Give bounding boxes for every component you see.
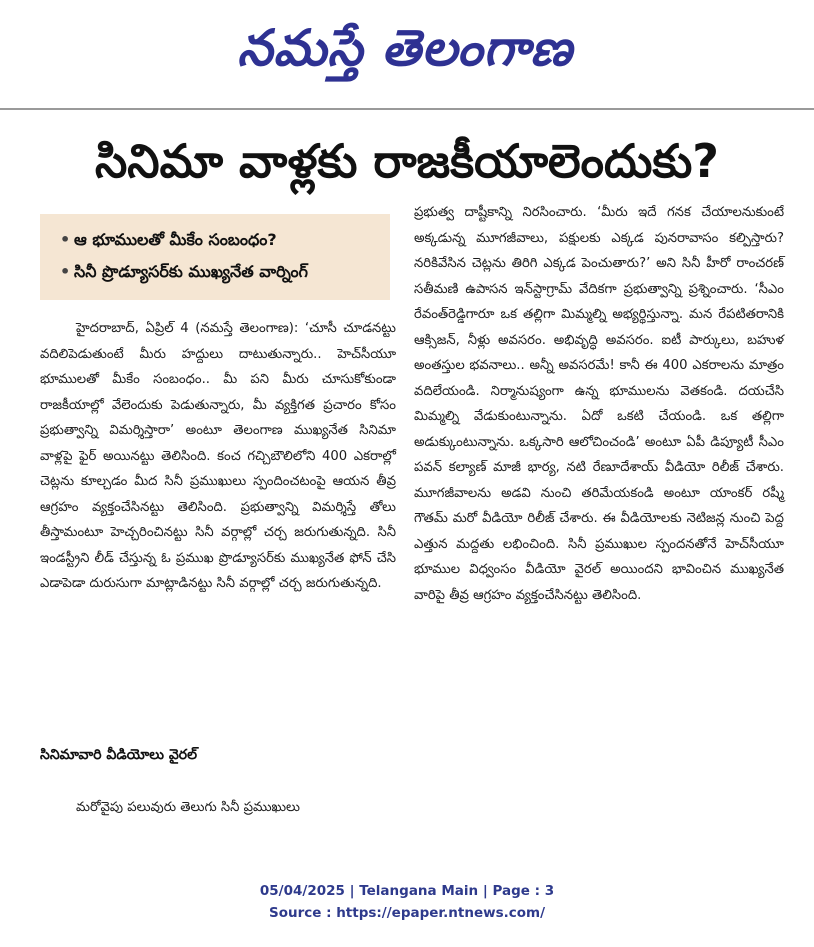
masthead-divider	[0, 108, 814, 110]
article-paragraph: మరోవైపు పలువురు తెలుగు సినీ ప్రముఖులు	[76, 800, 300, 816]
bullet-icon: •	[60, 262, 71, 281]
footer-date-page: 05/04/2025 | Telangana Main | Page : 3	[259, 883, 555, 899]
article-paragraph: హైదరాబాద్, ఏప్రిల్ 4 (నమస్తే తెలంగాణ): ‘చూసీ చూడనట్టు వదిలిపెడుతుంటే మీరు హద్దులు దాటుతున్నారు.. హెచ్‌సీయూ భూములతో మీకేం సంబంధం.. మీ పని మీరు చూసుకోకుండా రాజకీయాల్లో వేలెందుకు పెడుతున్నారు, మీ వ్యక్తిగత ప్రచారం కోసం ప్రభుత్వాన్ని విమర్శిస్తారా’ అంటూ తెలంగాణ ముఖ్యనేత సినిమా వాళ్లపై ఫైర్ అయినట్టు తెలిసింది. కంచ గచ్చిబౌలిలోని 400 ఎకరాల్లో చెట్లను కూల్చడం మీద సినీ ప్రముఖులు స్పందించటంపై ఆయన తీవ్ర ఆగ్రహం వ్యక్తంచేసినట్టు తెలిసింది. ప్రభుత్వాన్ని విమర్శిస్తే తోలు తీస్తామంటూ హెచ్చరించినట్టు సినీ వర్గాల్లో చర్చ జరుగుతున్నది. సినీ ఇండస్ట్రీని లీడ్ చేస్తున్న ఓ ప్రముఖ ప్రొడ్యూసర్‌కు ముఖ్యనేత ఫోన్ చేసి ఎడాపెడా దురుసుగా మాట్లాడినట్టు సినీ వర్గాల్లో చర్చ జరుగుతున్నది.	[40, 321, 396, 591]
article-paragraph: ప్రభుత్వ దాష్టీకాన్ని నిరసించారు. ‘మీరు ఇదే గనక చేయాలనుకుంటే అక్కడున్న మూగజీవాలు, పక్షులకు ఎక్కడ పునరావాసం కల్పిస్తారు? నరికివేసిన చెట్లను తిరిగి ఎక్కడ పెంచుతారు?’ అని సినీ హీరో రాంచరణ్ సతీమణి ఉపాసన ఇన్‌స్టాగ్రామ్ వేదికగా ప్రభుత్వాన్ని ప్రశ్నించారు. ‘సీఎం రేవంత్‌రెడ్డిగారూ ఒక తల్లిగా మిమ్మల్ని అభ్యర్థిస్తున్నా. మన రేపటితరానికి ఆక్సిజన్, నీళ్లు అవసరం. అభివృద్ధి అవసరం. ఐటీ పార్కులు, బహుళ అంతస్తుల భవనాలు.. అన్నీ అవసరమే! కానీ ఈ 400 ఎకరాలను మాత్రం వదిలేయండి. నిర్మానుష్యంగా ఉన్న భూములను వెతకండి. దయచేసి మిమ్మల్ని వేడుకుంటున్నాను. ఏదో ఒకటి చేయండి. ఒక తల్లిగా అడుక్కుంటున్నాను. ఒక్కసారి ఆలోచించండి’ అంటూ ఏపీ డిప్యూటీ సీఎం పవన్ కల్యాణ్ మాజీ భార్య, నటి రేణూదేశాయ్ వీడియో రిలీజ్ చేశారు. మూగజీవాలను అడవి నుంచి తరిమేయకండి అంటూ యాంకర్ రష్మీ గౌతమ్ మరో వీడియో రిలీజ్ చేశారు. ఈ వీడియోలకు నెటిజన్ల నుంచి పెద్ద ఎత్తున మద్దతు లభించింది. సినీ ప్రముఖుల స్పందనతోనే హెచ్‌సీయూ భూముల విధ్వంసం వీడియో వైరల్ అయిందని భావించిన ముఖ్యనేత వారిపై తీవ్ర ఆగ్రహం వ్యక్తంచేసినట్టు తెలిసింది.	[414, 205, 784, 603]
article-subhead: సినిమావారి వీడియోలు వైరల్	[40, 747, 198, 763]
masthead-logo: నమస్తే తెలంగాణ	[237, 19, 573, 77]
page-title: సినిమా వాళ్లకు రాజకీయాలెందుకు?	[95, 134, 719, 188]
footer-source: Source : https://epaper.ntnews.com/	[268, 905, 546, 921]
highlight-text: ఆ భూములతో మీకేం సంబంధం?	[74, 230, 277, 249]
highlight-text: సినీ ప్రొడ్యూసర్‌కు ముఖ్యనేత వార్నింగ్	[74, 262, 308, 281]
bullet-icon: •	[60, 230, 71, 249]
article-column-left-continued	[40, 782, 396, 834]
highlight-item	[60, 256, 380, 288]
highlight-box	[40, 214, 390, 300]
article-column-right	[414, 200, 784, 608]
article-column-left	[40, 316, 396, 597]
footer	[0, 880, 814, 924]
highlight-item	[60, 224, 380, 256]
